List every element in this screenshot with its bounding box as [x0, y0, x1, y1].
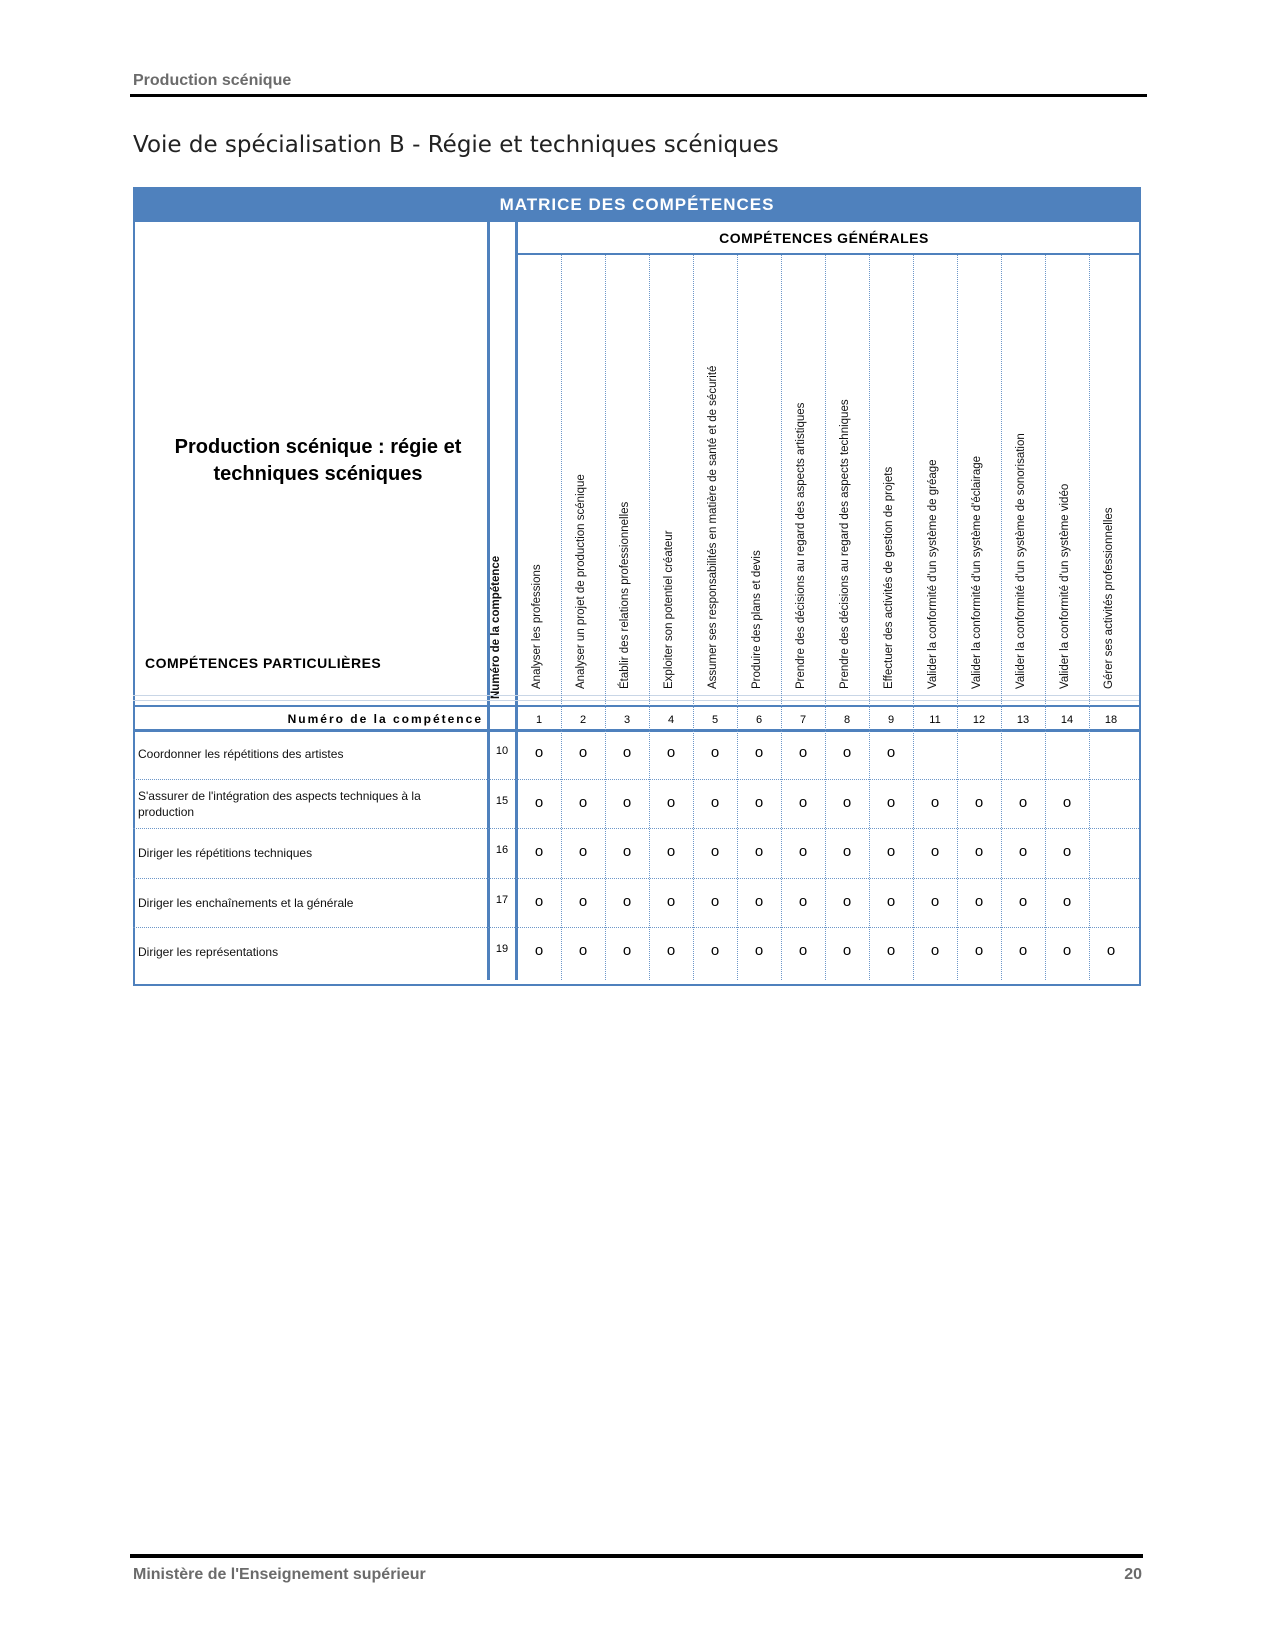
matrix-mark: o: [1106, 942, 1116, 959]
matrix-mark: o: [666, 744, 676, 761]
competency-matrix: [133, 187, 1141, 984]
matrix-mark: o: [886, 744, 896, 761]
matrix-mark: o: [974, 942, 984, 959]
column-separator: [781, 255, 782, 980]
program-title: Production scénique : régie et techniques scéniques: [174, 436, 462, 485]
matrix-mark: o: [754, 794, 764, 811]
general-competency-number: 4: [667, 714, 675, 726]
matrix-mark: o: [666, 794, 676, 811]
matrix-mark: o: [1018, 794, 1028, 811]
general-competency-label: Valider la conformité d'un système de sonorisation: [1015, 433, 1027, 689]
matrix-mark: o: [710, 942, 720, 959]
particular-competency-label: Coordonner les répétitions des artistes: [138, 747, 344, 761]
matrix-mark: o: [754, 843, 764, 860]
matrix-mark: o: [666, 843, 676, 860]
matrix-mark: o: [578, 843, 588, 860]
column-separator: [913, 255, 914, 980]
row-separator: [133, 878, 1139, 879]
row-separator: [133, 779, 1139, 780]
matrix-mark: o: [798, 843, 808, 860]
general-competency-label: Produire des plans et devis: [751, 550, 763, 689]
general-competency-label: Prendre des décisions au regard des aspects techniques: [839, 399, 851, 689]
matrix-mark: o: [930, 794, 940, 811]
general-competency-number: 1: [535, 714, 543, 726]
header-bottom-rule: [133, 695, 1139, 696]
page-number: 20: [1124, 1566, 1142, 1583]
column-separator: [649, 255, 650, 980]
general-competency-number: 14: [1060, 714, 1074, 726]
matrix-mark: o: [578, 794, 588, 811]
column-separator: [1089, 255, 1090, 980]
general-competency-number: 18: [1104, 714, 1118, 726]
particular-competency-number: 15: [495, 795, 509, 807]
number-row-top-rule: [133, 705, 1139, 707]
matrix-mark: o: [710, 744, 720, 761]
matrix-mark: o: [622, 744, 632, 761]
general-competency-number: 3: [623, 714, 631, 726]
general-competency-label: Assumer ses responsabilités en matière de santé et de sécurité: [707, 365, 719, 689]
general-competency-number: 6: [755, 714, 763, 726]
column-separator: [693, 255, 694, 980]
matrix-mark: o: [754, 942, 764, 959]
matrix-mark: o: [842, 843, 852, 860]
matrix-mark: o: [974, 794, 984, 811]
matrix-mark: o: [930, 843, 940, 860]
matrix-mark: o: [974, 893, 984, 910]
matrix-mark: o: [1018, 893, 1028, 910]
general-competency-label: Effectuer des activités de gestion de projets: [883, 466, 895, 689]
general-competency-number: 5: [711, 714, 719, 726]
general-competency-number: 11: [929, 714, 941, 726]
matrix-mark: o: [1062, 893, 1072, 910]
matrix-mark: o: [842, 744, 852, 761]
number-row-bottom-rule: [133, 729, 1139, 732]
matrix-mark: o: [622, 794, 632, 811]
header-bottom-rule: [133, 700, 1139, 701]
general-competency-number: 12: [972, 714, 986, 726]
general-competency-number: 2: [579, 714, 587, 726]
matrix-mark: o: [622, 893, 632, 910]
number-row-label: Numéro de la compétence: [287, 712, 483, 726]
column-separator: [1045, 255, 1046, 980]
matrix-mark: o: [842, 893, 852, 910]
matrix-mark: o: [1018, 843, 1028, 860]
matrix-mark: o: [666, 893, 676, 910]
matrix-mark: o: [578, 893, 588, 910]
particular-competency-label: Diriger les représentations: [138, 945, 279, 959]
matrix-mark: o: [886, 893, 896, 910]
column-separator: [825, 255, 826, 980]
column-separator: [869, 255, 870, 980]
general-competency-number: 9: [887, 714, 895, 726]
footer-ministry: Ministère de l'Enseignement supérieur: [133, 1566, 426, 1583]
matrix-mark: o: [1062, 794, 1072, 811]
matrix-mark: o: [534, 843, 544, 860]
matrix-mark: o: [578, 744, 588, 761]
general-competency-label: Exploiter son potentiel créateur: [663, 530, 675, 689]
particular-competency-number: 19: [495, 943, 509, 955]
matrix-mark: o: [710, 843, 720, 860]
matrix-mark: o: [622, 942, 632, 959]
particular-competency-label: Diriger les répétitions techniques: [138, 846, 313, 860]
column-separator: [1001, 255, 1002, 980]
matrix-mark: o: [1018, 942, 1028, 959]
matrix-frame: [133, 187, 1141, 986]
section-title: Voie de spécialisation B - Régie et techniques scéniques: [133, 132, 779, 158]
matrix-mark: o: [886, 942, 896, 959]
matrix-mark: o: [534, 942, 544, 959]
matrix-mark: o: [1062, 843, 1072, 860]
matrix-mark: o: [842, 794, 852, 811]
matrix-mark: o: [798, 794, 808, 811]
matrix-mark: o: [886, 794, 896, 811]
general-competency-label: Valider la conformité d'un système d'éclairage: [971, 455, 983, 689]
matrix-mark: o: [534, 744, 544, 761]
matrix-mark: o: [578, 942, 588, 959]
number-column-label: Numéro de la compétence: [490, 555, 502, 699]
column-separator: [605, 255, 606, 980]
particular-competency-number: 10: [495, 745, 509, 757]
footer-rule: [130, 1554, 1143, 1558]
general-competency-label: Établir des relations professionnelles: [619, 501, 631, 689]
particular-competencies-label: COMPÉTENCES PARTICULIÈRES: [145, 655, 382, 671]
general-competency-label: Analyser un projet de production scénique: [575, 474, 587, 689]
column-separator: [957, 255, 958, 980]
row-separator: [133, 927, 1139, 928]
general-competency-label: Prendre des décisions au regard des aspects artistiques: [795, 402, 807, 689]
particular-competency-label: Diriger les enchaînements et la générale: [138, 896, 354, 910]
matrix-mark: o: [534, 893, 544, 910]
matrix-mark: o: [930, 893, 940, 910]
particular-competency-number: 17: [495, 894, 509, 906]
matrix-mark: o: [666, 942, 676, 959]
general-competency-label: Analyser les professions: [531, 564, 543, 689]
general-competencies-header: COMPÉTENCES GÉNÉRALES: [719, 230, 929, 246]
row-separator: [133, 828, 1139, 829]
matrix-mark: o: [886, 843, 896, 860]
matrix-mark: o: [710, 794, 720, 811]
header-rule: [130, 94, 1147, 97]
general-competency-number: 7: [799, 714, 807, 726]
matrix-mark: o: [930, 942, 940, 959]
matrix-mark: o: [534, 794, 544, 811]
matrix-mark: o: [798, 744, 808, 761]
column-separator: [561, 255, 562, 980]
matrix-mark: o: [754, 893, 764, 910]
column-separator: [737, 255, 738, 980]
matrix-mark: o: [798, 942, 808, 959]
number-column-left-border: [487, 222, 490, 980]
matrix-mark: o: [622, 843, 632, 860]
particular-competency-label: S'assurer de l'intégration des aspects techniques à la production: [138, 789, 421, 819]
running-header: Production scénique: [133, 72, 292, 89]
matrix-mark: o: [754, 744, 764, 761]
matrix-banner: MATRICE DES COMPÉTENCES: [133, 187, 1141, 222]
general-competency-label: Valider la conformité d'un système vidéo: [1059, 483, 1071, 689]
matrix-mark: o: [710, 893, 720, 910]
matrix-mark: o: [842, 942, 852, 959]
matrix-mark: o: [798, 893, 808, 910]
general-competency-label: Valider la conformité d'un système de gréage: [927, 459, 939, 689]
general-competency-number: 13: [1016, 714, 1030, 726]
general-competency-label: Gérer ses activités professionnelles: [1103, 507, 1115, 689]
particular-competency-number: 16: [495, 844, 509, 856]
matrix-mark: o: [974, 843, 984, 860]
general-competency-number: 8: [843, 714, 851, 726]
matrix-mark: o: [1062, 942, 1072, 959]
number-column-right-border: [515, 222, 518, 980]
